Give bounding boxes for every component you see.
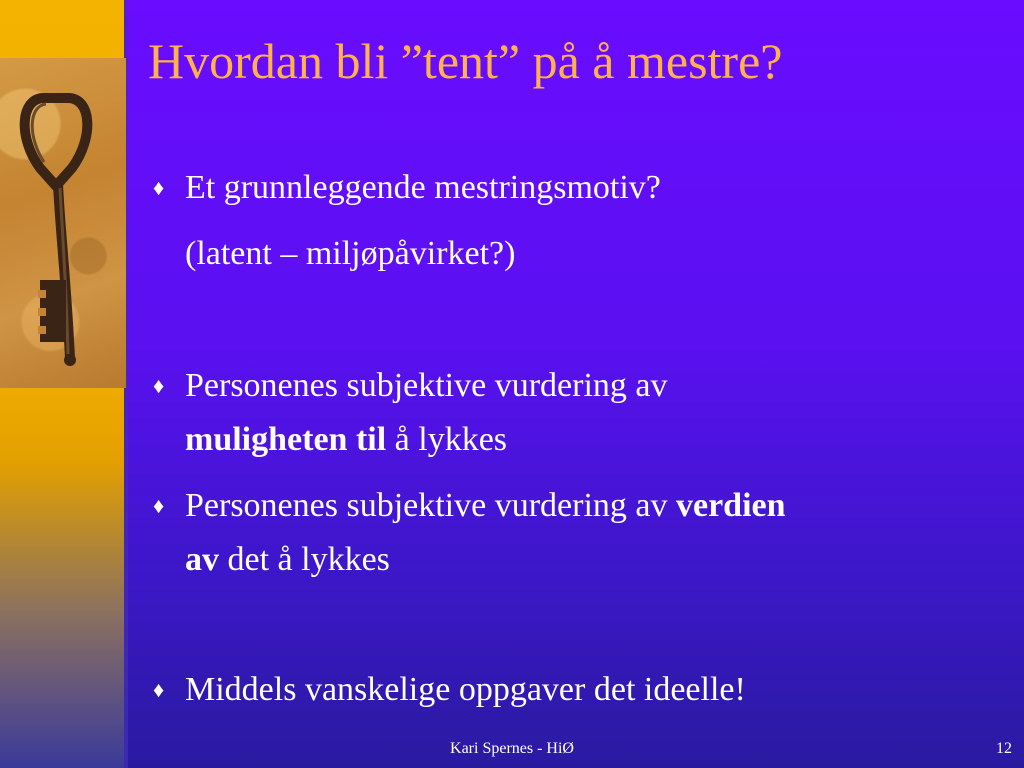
bullet-2-line-2: [185, 416, 507, 464]
bullet-3-line-1: [185, 482, 786, 530]
bullet-4-line-1: Middels vanskelige oppgaver det ideelle!: [185, 671, 746, 708]
bullet-2-bold-phrase: muligheten til: [185, 421, 387, 458]
bullet-3-bold-phrase: verdien: [676, 487, 786, 524]
bullet-2-rest: å lykkes: [386, 421, 508, 458]
slide-title: Hvordan bli ”tent” på å mestre?: [148, 33, 783, 89]
footer-author: Kari Spernes - HiØ: [450, 740, 574, 757]
bullet-2-line-1: Personenes subjektive vurdering av: [185, 367, 668, 404]
bullet-3-bold-word: av: [185, 541, 219, 578]
bullet-3-rest: det å lykkes: [219, 541, 390, 578]
key-icon: [0, 58, 126, 388]
bullet-3-pre: Personenes subjektive vurdering av: [185, 487, 676, 524]
bullet-3-line-2: [185, 536, 390, 584]
footer-page-number: 12: [996, 740, 1012, 757]
key-photo: [0, 58, 126, 388]
bullet-1-line-1: Et grunnleggende mestringsmotiv?: [185, 169, 661, 206]
diamond-bullet-icon: ♦: [153, 175, 165, 200]
bullet-1-line-2: (latent – miljøpåvirket?): [185, 235, 516, 272]
diamond-bullet-icon: ♦: [153, 493, 165, 518]
diamond-bullet-icon: ♦: [153, 373, 165, 398]
diamond-bullet-icon: ♦: [153, 677, 165, 702]
